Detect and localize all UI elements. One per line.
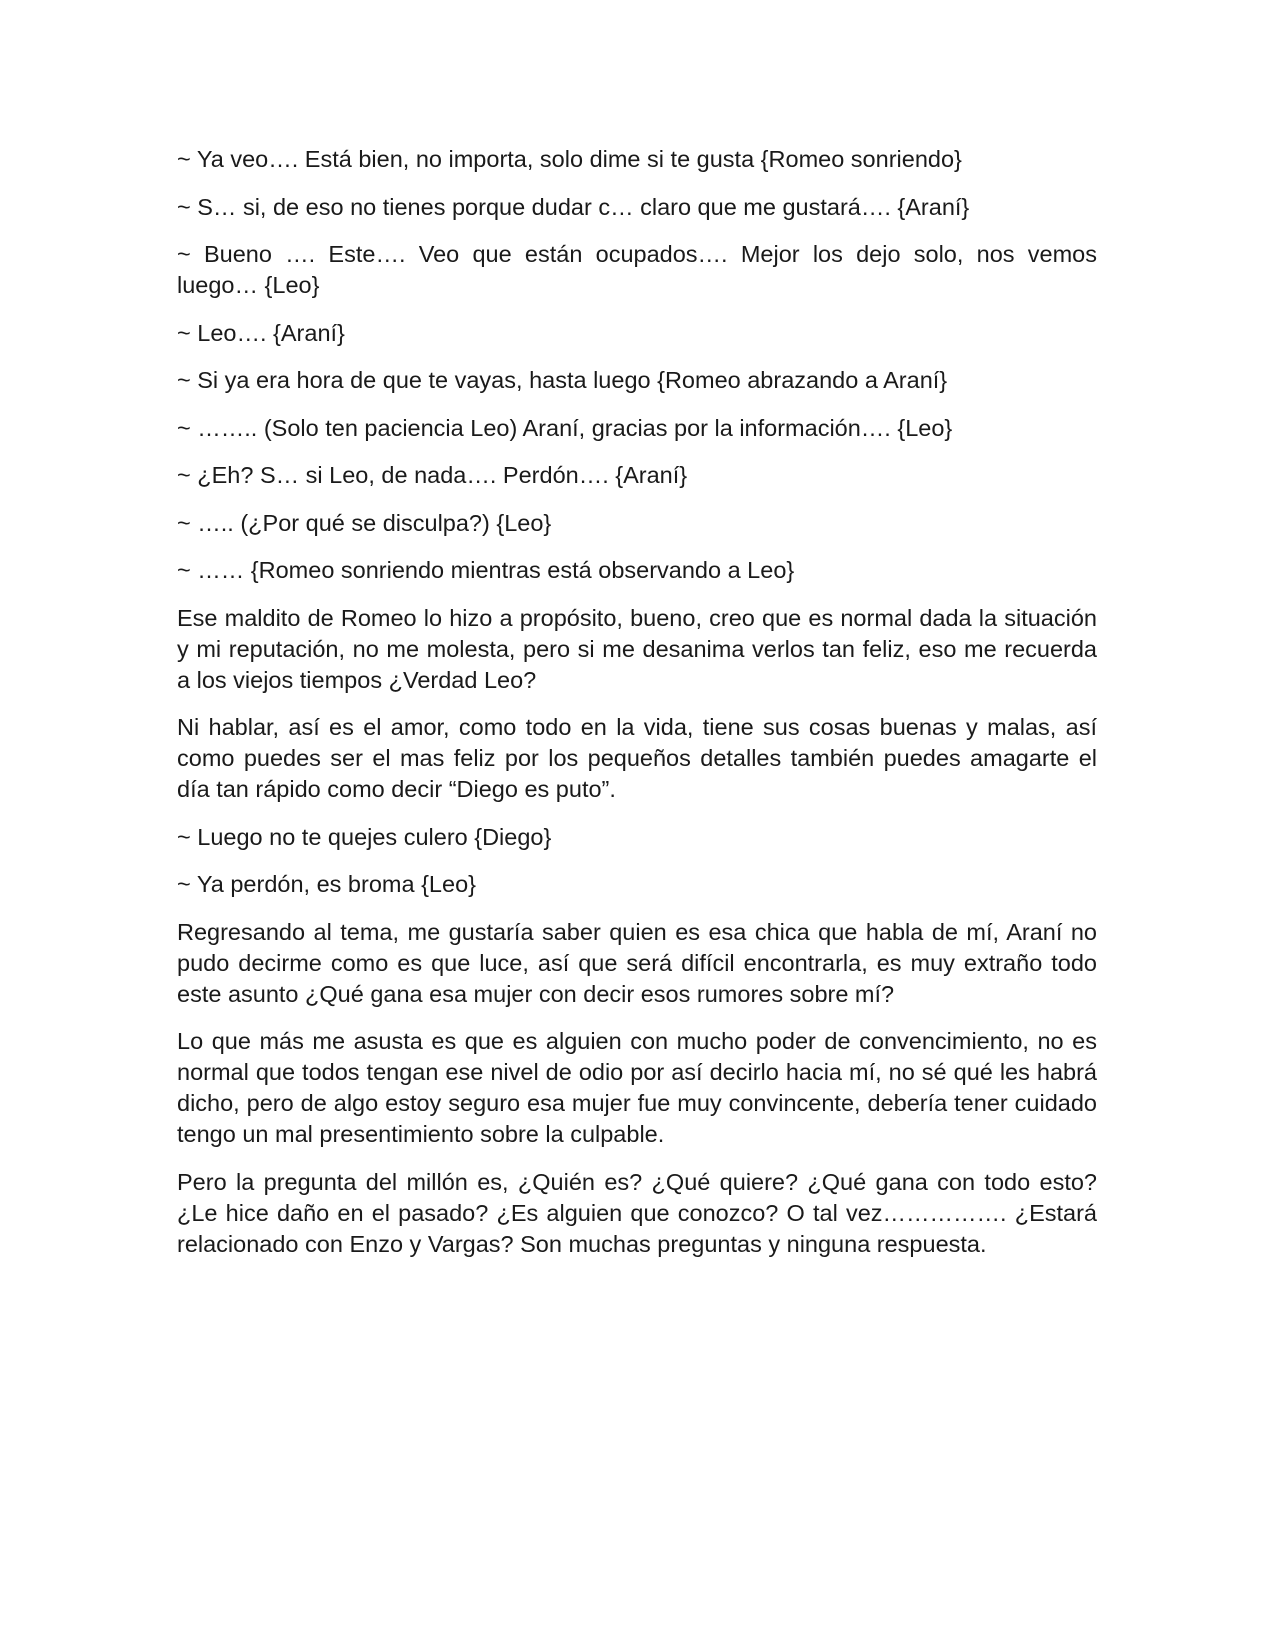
narration-paragraph: Lo que más me asusta es que es alguien con mucho poder de convencimiento, no es normal que todos tengan ese nivel de odio por así decirlo hacia mí, no sé qué les habrá dicho, pero de algo estoy seguro esa mujer fue muy convincente, debería tener cuidado tengo un mal presentimiento sobre la culpable. [177, 1028, 1097, 1147]
dialogue-line: ~ Bueno …. Este…. Veo que están ocupados…. Mejor los dejo solo, nos vemos luego… {Leo} [177, 241, 1097, 298]
dialogue-line: ~ ¿Eh? S… si Leo, de nada…. Perdón…. {Araní} [177, 462, 688, 488]
dialogue-line: ~ …… {Romeo sonriendo mientras está observando a Leo} [177, 557, 795, 583]
dialogue-line: ~ S… si, de eso no tienes porque dudar c… claro que me gustará…. {Araní} [177, 193, 970, 220]
dialogue-line: ~ Luego no te quejes culero {Diego} [177, 823, 552, 850]
document-page [177, 144, 1097, 1276]
dialogue-line: ~ Ya perdón, es broma {Leo} [177, 871, 476, 897]
dialogue-line: ~ …….. (Solo ten paciencia Leo) Araní, gracias por la información…. {Leo} [177, 414, 953, 441]
narration-paragraph: Regresando al tema, me gustaría saber quien es esa chica que habla de mí, Araní no pudo decirme como es que luce, así que será difícil encontrarla, es muy extraño todo este asunto ¿Qué gana esa mujer con decir esos rumores sobre mí? [177, 918, 1097, 1007]
narration-paragraph: Ese maldito de Romeo lo hizo a propósito, bueno, creo que es normal dada la situación y mi reputación, no me molesta, pero si me desanima verlos tan feliz, eso me recuerda a los viejos tiempos ¿Verdad Leo? [177, 604, 1097, 693]
narration-paragraph: Pero la pregunta del millón es, ¿Quién es? ¿Qué quiere? ¿Qué gana con todo esto? ¿Le hice daño en el pasado? ¿Es alguien que conozco? O tal vez……………. ¿Estará relacionado con Enzo y Vargas? Son muchas preguntas y ninguna respuesta. [177, 1168, 1097, 1257]
dialogue-line: ~ ….. (¿Por qué se disculpa?) {Leo} [177, 509, 552, 536]
dialogue-line: ~ Ya veo…. Está bien, no importa, solo dime si te gusta {Romeo sonriendo} [177, 146, 962, 172]
dialogue-line: ~ Leo…. {Araní} [177, 319, 345, 346]
narration-paragraph: Ni hablar, así es el amor, como todo en la vida, tiene sus cosas buenas y malas, así como puedes ser el mas feliz por los pequeños detalles también puedes amagarte el día tan rápido como decir “Diego es puto”. [177, 714, 1097, 802]
dialogue-line: ~ Si ya era hora de que te vayas, hasta luego {Romeo abrazando a Araní} [177, 367, 948, 393]
